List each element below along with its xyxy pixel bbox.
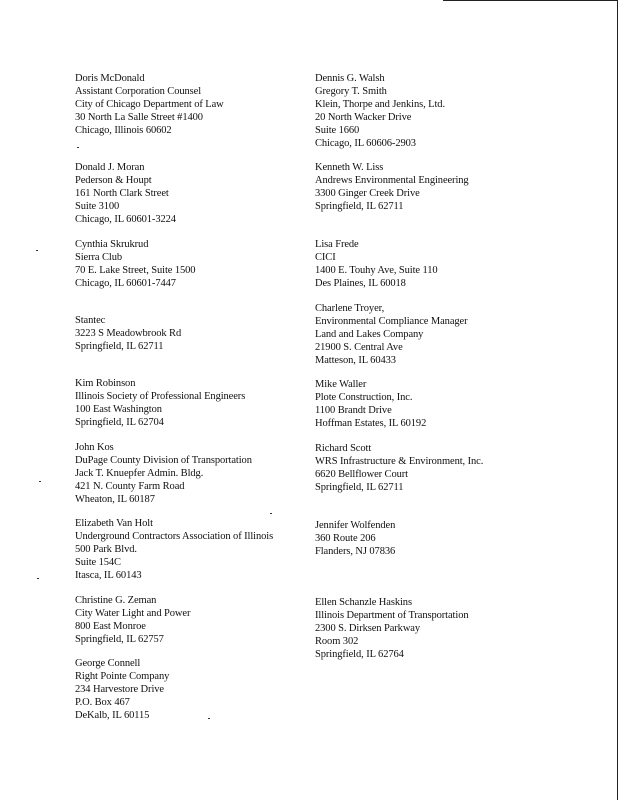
- address-line: Christine G. Zeman: [75, 595, 157, 606]
- scan-speck: [39, 481, 41, 482]
- scan-edge-right: [617, 0, 618, 800]
- address-line: Charlene Troyer,: [315, 303, 385, 314]
- address-line: Elizabeth Van Holt: [75, 518, 153, 529]
- address-line: Springfield, IL 62757: [75, 633, 164, 645]
- address-line: Suite 1660: [315, 124, 360, 136]
- address-line: Pederson & Houpt: [75, 174, 152, 186]
- address-line: Springfield, IL 62711: [315, 200, 404, 212]
- address-line: 234 Harvestore Drive: [75, 683, 164, 695]
- scan-speck: [208, 718, 210, 719]
- address-line: DeKalb, IL 60115: [75, 709, 150, 721]
- address-line: Springfield, IL 62711: [75, 340, 164, 352]
- address-line: Room 302: [315, 635, 359, 647]
- address-line: 3300 Ginger Creek Drive: [315, 187, 420, 199]
- address-line: Kim Robinson: [75, 378, 136, 389]
- address-block: [315, 443, 483, 495]
- address-block: [75, 595, 190, 647]
- address-line: Flanders, NJ 07836: [315, 545, 396, 557]
- address-line: 2300 S. Dirksen Parkway: [315, 622, 421, 634]
- address-line: Jennifer Wolfenden: [315, 520, 396, 531]
- address-block: [315, 597, 469, 662]
- address-line: Itasca, IL 60143: [75, 569, 142, 581]
- address-line: 70 E. Lake Street, Suite 1500: [75, 264, 196, 276]
- address-block: [75, 315, 181, 354]
- address-block: [315, 162, 469, 214]
- address-line: Andrews Environmental Engineering: [315, 174, 469, 186]
- address-line: 100 East Washington: [75, 403, 162, 415]
- address-line: WRS Infrastructure & Environment, Inc.: [315, 455, 484, 467]
- address-block: [315, 239, 438, 291]
- scan-speck: [270, 513, 272, 514]
- address-line: Richard Scott: [315, 443, 372, 454]
- address-line: DuPage County Division of Transportation: [75, 454, 252, 466]
- address-block: [75, 658, 169, 723]
- address-block: [75, 73, 224, 138]
- address-block: [75, 162, 176, 227]
- address-line: Hoffman Estates, IL 60192: [315, 417, 427, 429]
- address-line: City Water Light and Power: [75, 607, 191, 619]
- address-line: 6620 Bellflower Court: [315, 468, 408, 480]
- address-line: 161 North Clark Street: [75, 187, 169, 199]
- address-line: Stantec: [75, 315, 106, 326]
- address-line: Donald J. Moran: [75, 162, 145, 173]
- scan-speck: [37, 578, 39, 579]
- address-line: City of Chicago Department of Law: [75, 98, 224, 110]
- scan-speck: [36, 250, 38, 251]
- address-line: Right Pointe Company: [75, 670, 170, 682]
- address-line: Land and Lakes Company: [315, 328, 424, 340]
- address-line: 21900 S. Central Ave: [315, 341, 403, 353]
- scan-edge-top: [443, 0, 618, 1]
- address-line: John Kos: [75, 442, 114, 453]
- address-line: Dennis G. Walsh: [315, 73, 385, 84]
- address-line: 360 Route 206: [315, 532, 376, 544]
- address-line: 500 Park Blvd.: [75, 543, 137, 555]
- address-line: Ellen Schanzle Haskins: [315, 597, 412, 608]
- address-block: [75, 442, 252, 507]
- address-line: 1400 E. Touhy Ave, Suite 110: [315, 264, 438, 276]
- address-line: Illinois Society of Professional Engineers: [75, 390, 246, 402]
- address-block: [315, 303, 468, 368]
- address-line: Klein, Thorpe and Jenkins, Ltd.: [315, 98, 445, 110]
- address-line: Gregory T. Smith: [315, 85, 387, 97]
- address-line: Springfield, IL 62711: [315, 481, 404, 493]
- address-line: P.O. Box 467: [75, 696, 130, 708]
- address-block: [75, 239, 195, 291]
- address-line: Kenneth W. Liss: [315, 162, 384, 173]
- address-block: [315, 520, 395, 559]
- address-line: Wheaton, IL 60187: [75, 493, 155, 505]
- address-line: 421 N. County Farm Road: [75, 480, 185, 492]
- address-block: [75, 518, 273, 583]
- address-line: Jack T. Knuepfer Admin. Bldg.: [75, 467, 204, 479]
- address-line: Illinois Department of Transportation: [315, 609, 469, 621]
- address-line: Des Plaines, IL 60018: [315, 277, 406, 289]
- address-line: Doris McDonald: [75, 73, 145, 84]
- address-line: Suite 154C: [75, 556, 121, 568]
- address-line: CICI: [315, 251, 336, 263]
- address-line: Suite 3100: [75, 200, 120, 212]
- address-line: Mike Waller: [315, 379, 367, 390]
- address-line: Chicago, IL 60606-2903: [315, 137, 416, 149]
- address-line: 3223 S Meadowbrook Rd: [75, 327, 182, 339]
- address-line: 30 North La Salle Street #1400: [75, 111, 203, 123]
- address-line: Chicago, IL 60601-3224: [75, 213, 176, 225]
- scan-speck: [77, 147, 79, 148]
- address-line: Springfield, IL 62704: [75, 416, 164, 428]
- address-line: Chicago, Illinois 60602: [75, 124, 172, 136]
- address-line: 1100 Brandt Drive: [315, 404, 392, 416]
- address-line: Environmental Compliance Manager: [315, 315, 468, 327]
- address-line: Assistant Corporation Counsel: [75, 85, 202, 97]
- address-line: Matteson, IL 60433: [315, 354, 396, 366]
- address-block: [75, 378, 245, 430]
- address-line: 800 East Monroe: [75, 620, 146, 632]
- address-line: Underground Contractors Association of Illinois: [75, 530, 274, 542]
- address-line: George Connell: [75, 658, 141, 669]
- address-block: [315, 379, 426, 431]
- address-line: Sierra Club: [75, 251, 123, 263]
- address-line: Lisa Frede: [315, 239, 359, 250]
- address-line: Chicago, IL 60601-7447: [75, 277, 176, 289]
- address-line: 20 North Wacker Drive: [315, 111, 412, 123]
- address-line: Springfield, IL 62764: [315, 648, 404, 660]
- address-line: Cynthia Skrukrud: [75, 239, 149, 250]
- address-line: Plote Construction, Inc.: [315, 391, 413, 403]
- address-block: [315, 73, 445, 150]
